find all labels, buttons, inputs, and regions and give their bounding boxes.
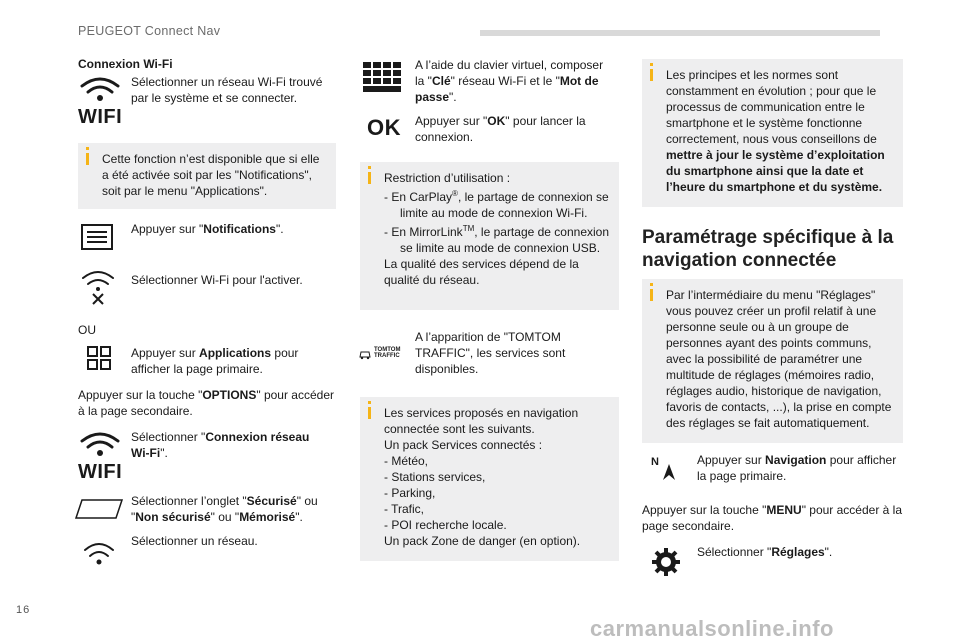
ok-label: OK <box>487 114 506 128</box>
wifi-toggle-icon[interactable] <box>80 268 116 311</box>
info-note-restriction <box>360 162 619 310</box>
tab-saved-label: Mémorisé <box>239 510 296 524</box>
info-icon <box>368 166 371 169</box>
step-select-settings: Sélectionner "Réglages". <box>697 545 833 559</box>
applications-icon[interactable] <box>86 345 112 376</box>
tab-unsecure-label: Non sécurisé <box>135 510 211 524</box>
step-press-notifications: Appuyer sur "Notifications". <box>131 222 284 236</box>
services-item: - Météo, <box>384 454 429 468</box>
section-title-wifi: Connexion Wi-Fi <box>78 57 173 71</box>
step-select-tab: Sélectionner l’onglet "Sécurisé" ou "Non sécurisé" ou "Mémorisé". <box>131 494 318 524</box>
applications-label: Applications <box>199 346 272 360</box>
info-note-profiles: Par l’intermédiaire du menu "Réglages" vous pouvez créer un profil relatif à une personne seule ou à un groupe de personnes ayant des points communs, avec la possibilité de paramétrer une multitude de réglages (mémoires radio, réglages audio, historique de navigation, favoris de contacts, ...), la prise en compte des réglages se fait automatiquement. <box>642 279 903 443</box>
wifi-connect-icon <box>78 76 123 128</box>
step-select-network-connection: Sélectionner "Connexion réseau Wi-Fi". <box>131 430 310 460</box>
network-connection-label: Connexion réseau Wi-Fi <box>131 430 310 460</box>
settings-gear-icon[interactable] <box>649 545 683 584</box>
notifications-icon[interactable] <box>80 223 116 256</box>
step-press-navigation: Appuyer sur Navigation pour afficher la page primaire. <box>697 453 897 483</box>
step-activate-wifi: Sélectionner Wi-Fi pour l'activer. <box>131 273 303 287</box>
restriction-footer: La qualité des services dépend de la qualité du réseau. <box>384 257 579 287</box>
wifi-label-2: WIFI <box>78 461 123 483</box>
step-press-applications: Appuyer sur Applications pour afficher la page primaire. <box>131 346 299 376</box>
tomtom-label: TOMTOM TRAFFIC <box>374 347 401 359</box>
header-title: PEUGEOT Connect Nav <box>78 24 221 38</box>
info-icon <box>86 147 89 150</box>
navigation-icon[interactable]: N <box>651 456 679 484</box>
info-icon <box>650 63 653 66</box>
step-select-wifi-network: Sélectionner un réseau Wi-Fi trouvé par le système et se connecter. <box>131 75 323 105</box>
services-item: - Trafic, <box>384 502 425 516</box>
info-note-text: Cette fonction n’est disponible que si elle a été activée soit par les "Notifications", soit par le menu "Applications". <box>102 152 320 198</box>
tab-secure-label: Sécurisé <box>246 494 297 508</box>
info-icon <box>650 283 653 286</box>
settings-label: Réglages <box>771 545 825 559</box>
options-label: OPTIONS <box>202 388 257 402</box>
restriction-mirrorlink: - En MirrorLink™, le partage de connexion se limite au mode de connexion USB. <box>384 224 610 255</box>
step-select-network: Sélectionner un réseau. <box>131 534 258 548</box>
header-divider <box>480 30 880 36</box>
navigation-label: Navigation <box>765 453 827 467</box>
restriction-title: Restriction d’utilisation : <box>384 171 511 185</box>
para-menu-key: Appuyer sur la touche "MENU" pour accéder à la page secondaire. <box>642 503 903 533</box>
wifi-label: WIFI <box>78 106 123 128</box>
section-title-connected-nav: Paramétrage spécifique à la navigation connectée <box>642 227 894 271</box>
notifications-label: Notifications <box>203 222 276 236</box>
keyboard-icon[interactable] <box>362 60 404 99</box>
info-note-update: Les principes et les normes sont constamment en évolution ; pour que le processus de communication entre le smartphone et le système fonctionne correctement, nous vous conseillons de mettre à jour le système d’exploitation du smartphone ainsi que la date et l’heure du smartphone et du système. <box>642 59 903 207</box>
services-item: - Stations services, <box>384 470 486 484</box>
info-note-activation <box>78 143 336 209</box>
para-options-key: Appuyer sur la touche "OPTIONS" pour accéder à la page secondaire. <box>78 388 334 418</box>
page-number: 16 <box>16 604 31 616</box>
services-pack2: Un pack Zone de danger (en option). <box>384 534 581 548</box>
services-item: - Parking, <box>384 486 436 500</box>
step-enter-key-password: A l’aide du clavier virtuel, composer la "Clé" réseau Wi-Fi et le "Mot de passe". <box>415 58 604 104</box>
ok-icon[interactable]: OK <box>367 115 401 140</box>
restriction-carplay: - En CarPlay®, le partage de connexion se limite au mode de connexion Wi-Fi. <box>384 189 609 220</box>
services-item: - POI recherche locale. <box>384 518 507 532</box>
tomtom-traffic-icon <box>358 346 408 362</box>
info-icon <box>368 401 371 404</box>
tab-icon[interactable] <box>74 498 124 525</box>
step-press-ok: Appuyer sur "OK" pour lancer la connexion. <box>415 114 586 144</box>
key-label: Clé <box>431 74 451 88</box>
services-intro: Les services proposés en navigation connectée sont les suivants. <box>384 406 579 436</box>
services-pack1: Un pack Services connectés : <box>384 438 543 452</box>
menu-label: MENU <box>766 503 802 517</box>
update-recommendation: mettre à jour le système d’exploitation du smartphone ainsi que la date et l’heure du smartphone et du système. <box>666 148 885 194</box>
wifi-network-icon[interactable] <box>82 540 116 573</box>
wifi-network-connection-icon[interactable] <box>78 431 123 483</box>
step-tomtom-available: A l’apparition de "TOMTOM TRAFFIC", les services sont disponibles. <box>415 330 566 376</box>
or-label: OU <box>78 323 96 337</box>
password-label: Mot de passe <box>415 74 599 104</box>
watermark: carmanualsonline.info <box>590 616 834 641</box>
info-note-services <box>360 397 619 561</box>
